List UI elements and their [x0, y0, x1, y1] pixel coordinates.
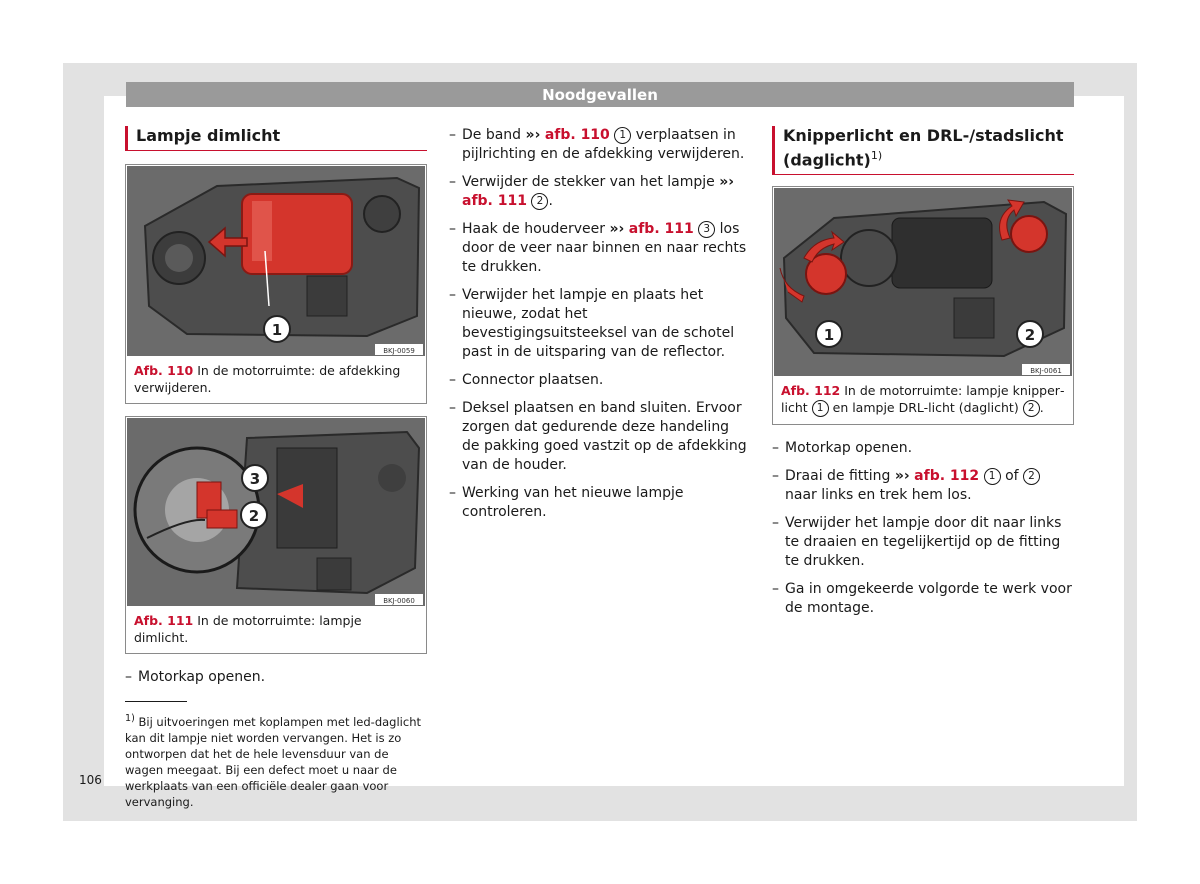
callout-number: 2 [1023, 468, 1040, 485]
step-list [449, 126, 747, 522]
figure-ref[interactable]: afb. 111 [628, 221, 694, 237]
step-text: . [548, 193, 553, 209]
section-title-knipperlicht [772, 126, 1074, 175]
step-item [772, 467, 1074, 505]
step-item: – Verwijder het lampje en plaats het nieuwe, zodat het bevestigingsuitsteeksel van de schotel past in de uitsparing van de reflector. [449, 286, 747, 362]
callout-number: 3 [698, 221, 715, 238]
step-item [449, 173, 747, 211]
step-item: – Verwijder het lampje door dit naar links te draaien en tegelijkertijd op de fitting te drukken. [772, 514, 1074, 571]
footnote-mark: 1) [125, 713, 135, 724]
step-text: of [1005, 468, 1019, 485]
step-item: – Connector plaatsen. [449, 371, 747, 390]
callout-2: 2 [1024, 326, 1036, 345]
figure-code: BKJ-0060 [383, 597, 415, 605]
footnote-text: Bij uitvoeringen met koplampen met led-daglicht kan dit lampje niet worden vervangen. Het is zo ontworpen dat het de hele levensduur van de wagen meegaat. Bij een defect moet u naar de werkplaats van een officiële dealer gaan voor vervanging. [125, 714, 421, 809]
footnote-ref: 1) [870, 149, 883, 162]
figure-label: Afb. 110 [134, 363, 194, 378]
callout-number: 1 [614, 127, 631, 144]
step-text: verplaatsen in pijlrichting en de afdekking verwijderen. [462, 127, 745, 162]
callout-number: 2 [531, 193, 548, 210]
step-text: naar links en trek hem los. [785, 487, 972, 504]
callout-number: 1 [984, 468, 1001, 485]
middle-column [449, 126, 747, 531]
section-header: Noodgevallen [126, 82, 1074, 107]
headlight-indicator-illustration [774, 188, 1072, 376]
title-text: Knipperlicht en DRL-/stadslicht (daglicht) [783, 126, 1064, 170]
figure-label: Afb. 112 [781, 383, 841, 399]
step-item: – Ga in omgekeerde volgorde te werk voor de montage. [772, 580, 1074, 618]
step-text: Verwijder de stekker van het lampje [462, 174, 715, 190]
figure-110 [125, 164, 427, 404]
step-list [125, 668, 427, 687]
figure-label: Afb. 111 [134, 613, 194, 628]
figure-ref[interactable]: afb. 110 [544, 127, 610, 143]
arrow-icon: »› [609, 221, 625, 237]
step-item [449, 126, 747, 164]
arrow-icon: »› [894, 468, 910, 485]
section-title-dimlicht: Lampje dimlicht [125, 126, 427, 151]
caption-text: . [1039, 400, 1044, 416]
left-column [125, 126, 427, 810]
right-column [772, 126, 1074, 627]
callout-1: 1 [823, 326, 835, 345]
caption-text: In de motorruimte: lampje knipperlicht [781, 383, 1065, 416]
figure-111-caption [126, 607, 426, 653]
step-text: Haak de houderveer [462, 221, 606, 237]
figure-code: BKJ-0059 [383, 347, 415, 355]
caption-text: en lampje DRL-licht (daglicht) [832, 400, 1019, 416]
step-item: – Motorkap openen. [772, 439, 1074, 458]
footnote-rule [125, 701, 187, 702]
step-item [449, 220, 747, 277]
step-text: De band [462, 127, 522, 143]
headlight-bulb-illustration [127, 418, 425, 606]
callout-1: 1 [271, 321, 283, 339]
arrow-icon: »› [719, 174, 735, 190]
figure-112-caption [773, 377, 1073, 424]
figure-111 [125, 416, 427, 654]
caption-text: In de motorruimte: lampje dimlicht. [134, 613, 362, 645]
page-number: 106 [79, 773, 102, 787]
caption-text: In de motorruimte: de afdekking verwijderen. [134, 363, 401, 395]
arrow-icon: »› [525, 127, 541, 143]
step-item: – Motorkap openen. [125, 668, 427, 687]
step-text: Draai de fitting [785, 468, 891, 485]
callout-2: 2 [248, 507, 260, 525]
figure-110-caption [126, 357, 426, 403]
footnote [125, 711, 427, 810]
figure-ref[interactable]: afb. 111 [462, 193, 527, 209]
headlight-cover-illustration [127, 166, 425, 356]
step-item: – Werking van het nieuwe lampje controleren. [449, 484, 747, 522]
step-list [772, 439, 1074, 618]
figure-code: BKJ-0061 [1030, 367, 1062, 376]
callout-3: 3 [249, 470, 261, 488]
figure-ref[interactable]: afb. 112 [914, 468, 980, 485]
figure-112 [772, 186, 1074, 425]
callout-number: 2 [1023, 400, 1040, 417]
step-item: – Deksel plaatsen en band sluiten. Ervoor zorgen dat gedurende deze handeling de pakking goed vastzit op de afdekking van de houder. [449, 399, 747, 475]
step-text: los door de veer naar binnen en naar rechts te drukken. [462, 221, 747, 275]
callout-number: 1 [812, 400, 829, 417]
